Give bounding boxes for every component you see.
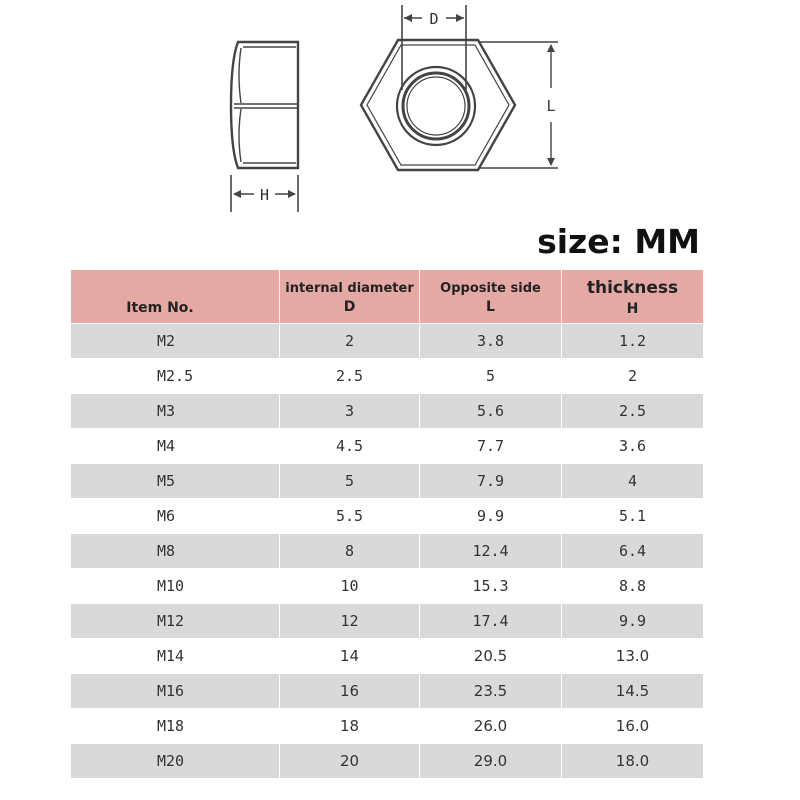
internal-diameter-cell: 20 xyxy=(280,744,420,779)
item-no-cell: M3 xyxy=(71,394,280,429)
internal-diameter-cell: 5 xyxy=(280,464,420,499)
thickness-cell: 1.2 xyxy=(562,324,704,359)
internal-diameter-cell: 10 xyxy=(280,569,420,604)
item-no-cell: M20 xyxy=(71,744,280,779)
thickness-cell: 2 xyxy=(562,359,704,394)
item-no-cell: M14 xyxy=(71,639,280,674)
internal-diameter-cell: 2.5 xyxy=(280,359,420,394)
table-header-row xyxy=(71,270,704,324)
table-row xyxy=(71,429,704,464)
dimension-l-label: L xyxy=(546,97,556,115)
item-no-cell: M2 xyxy=(71,324,280,359)
thickness-cell: 9.9 xyxy=(562,604,704,639)
opposite-side-cell: 23.5 xyxy=(420,674,562,709)
table-row xyxy=(71,709,704,744)
header-opposite-side: Opposite side L xyxy=(420,270,562,324)
table-row xyxy=(71,569,704,604)
internal-diameter-cell: 18 xyxy=(280,709,420,744)
thickness-cell: 8.8 xyxy=(562,569,704,604)
opposite-side-cell: 7.9 xyxy=(420,464,562,499)
dimension-d-label: D xyxy=(429,10,439,28)
item-no-cell: M6 xyxy=(71,499,280,534)
table-row xyxy=(71,604,704,639)
item-no-cell: M2.5 xyxy=(71,359,280,394)
opposite-side-cell: 20.5 xyxy=(420,639,562,674)
table-row xyxy=(71,464,704,499)
table-row xyxy=(71,744,704,779)
internal-diameter-cell: 14 xyxy=(280,639,420,674)
item-no-cell: M12 xyxy=(71,604,280,639)
item-no-cell: M10 xyxy=(71,569,280,604)
thickness-cell: 4 xyxy=(562,464,704,499)
item-no-cell: M4 xyxy=(71,429,280,464)
opposite-side-cell: 9.9 xyxy=(420,499,562,534)
thickness-cell: 2.5 xyxy=(562,394,704,429)
table-row xyxy=(71,359,704,394)
internal-diameter-cell: 4.5 xyxy=(280,429,420,464)
thickness-cell: 16.0 xyxy=(562,709,704,744)
internal-diameter-cell: 3 xyxy=(280,394,420,429)
internal-diameter-cell: 2 xyxy=(280,324,420,359)
table-row xyxy=(71,394,704,429)
table-row xyxy=(71,534,704,569)
thickness-cell: 13.0 xyxy=(562,639,704,674)
table-row xyxy=(71,499,704,534)
item-no-cell: M18 xyxy=(71,709,280,744)
nut-side-view xyxy=(231,42,298,168)
header-item-no: Item No. xyxy=(71,270,280,324)
opposite-side-cell: 3.8 xyxy=(420,324,562,359)
item-no-cell: M8 xyxy=(71,534,280,569)
thickness-cell: 5.1 xyxy=(562,499,704,534)
nut-front-view xyxy=(361,40,515,170)
opposite-side-cell: 29.0 xyxy=(420,744,562,779)
size-unit-title: size: MM xyxy=(537,222,700,261)
thickness-cell: 3.6 xyxy=(562,429,704,464)
thickness-cell: 14.5 xyxy=(562,674,704,709)
opposite-side-cell: 7.7 xyxy=(420,429,562,464)
opposite-side-cell: 12.4 xyxy=(420,534,562,569)
thickness-cell: 18.0 xyxy=(562,744,704,779)
header-thickness: thickness H xyxy=(562,270,704,324)
size-table xyxy=(70,269,704,779)
item-no-cell: M5 xyxy=(71,464,280,499)
opposite-side-cell: 17.4 xyxy=(420,604,562,639)
internal-diameter-cell: 16 xyxy=(280,674,420,709)
header-internal-diameter: internal diameter D xyxy=(280,270,420,324)
item-no-cell: M16 xyxy=(71,674,280,709)
opposite-side-cell: 5 xyxy=(420,359,562,394)
dimension-h-label: H xyxy=(259,186,270,204)
opposite-side-cell: 26.0 xyxy=(420,709,562,744)
table-row xyxy=(71,324,704,359)
opposite-side-cell: 5.6 xyxy=(420,394,562,429)
nut-drawing xyxy=(0,0,800,225)
thickness-cell: 6.4 xyxy=(562,534,704,569)
table-row xyxy=(71,674,704,709)
internal-diameter-cell: 12 xyxy=(280,604,420,639)
internal-diameter-cell: 8 xyxy=(280,534,420,569)
opposite-side-cell: 15.3 xyxy=(420,569,562,604)
table-row xyxy=(71,639,704,674)
internal-diameter-cell: 5.5 xyxy=(280,499,420,534)
